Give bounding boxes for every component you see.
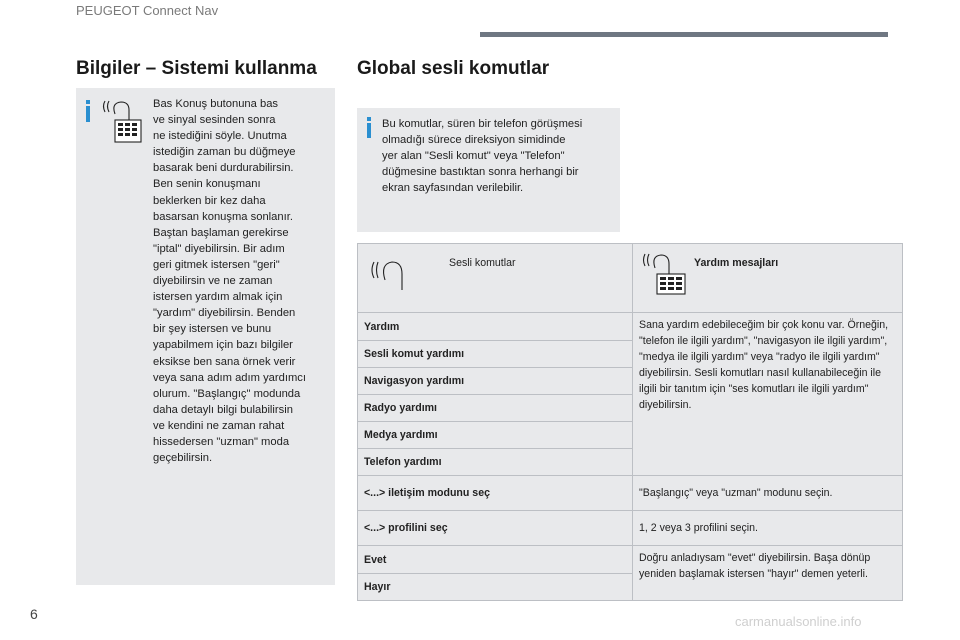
document-header: PEUGEOT Connect Nav: [76, 3, 219, 18]
voice-icon: [370, 256, 410, 292]
info-marker-dot: [367, 117, 371, 121]
footer-watermark: carmanualsonline.info: [735, 614, 862, 629]
description-cell: "Başlangıç" veya "uzman" modunu seçin.: [633, 476, 903, 511]
command-cell: <...> profilini seç: [358, 511, 633, 546]
voice-commands-table: [357, 243, 903, 601]
left-body-text: Bas Konuş butonuna bas ve sinyal sesinden sonra ne istediğini söyle. Unutma istediğin zaman bu düğmeye basarak beni durdurabilirsin. Ben senin konuşmanı beklerken bir kez daha basarsan konuşma sonlanır. Baştan başlaman gerekirse "iptal" diyebilirsin. Bir adım geri gitmek istersen "geri" diyebilirsin ve ne zaman istersen yardım almak için "yardım" diyebilirsin. Benden bir şey istersen ve bunu yapabilmem için bazı bilgiler eksikse ben sana örnek verir veya sana adım adım yardımcı olurum. "Başlangıç" modunda daha detaylı bilgi bulabilirsin ve kendini ne zaman rahat hissedersen "uzman" moda geçebilirsin.: [153, 98, 306, 465]
command-cell: Radyo yardımı: [358, 395, 633, 422]
voice-help-icon: [641, 252, 691, 296]
table-row: [358, 546, 903, 574]
description-cell: 1, 2 veya 3 profilini seçin.: [633, 511, 903, 546]
header-bar: [480, 32, 888, 37]
table-row: [358, 476, 903, 511]
info-marker-bar: [367, 123, 371, 138]
table-row: [358, 313, 903, 341]
command-cell: Medya yardımı: [358, 422, 633, 449]
command-cell: Sesli komut yardımı: [358, 341, 633, 368]
voice-command-icon: [101, 100, 147, 144]
table-row: [358, 511, 903, 546]
command-cell: Evet: [358, 546, 633, 574]
command-cell: Hayır: [358, 574, 633, 601]
command-cell: Yardım: [358, 313, 633, 341]
command-cell: Telefon yardımı: [358, 449, 633, 476]
description-cell: Doğru anladıysam "evet" diyebilirsin. Başa dönüp yeniden başlamak istersen "hayır" demen yeterli.: [633, 546, 903, 601]
help-description-cell: Sana yardım edebileceğim bir çok konu var. Örneğin, "telefon ile ilgili yardım", "navigasyon ile ilgili yardım", "medya ile ilgili yardım" veya "radyo ile ilgili yardım" diyebilirsin. Sesli komutları nasıl kullanabileceğin ile ilgili bir tanıtım için "ses komutları ile ilgili yardım" diyebilirsin.: [633, 313, 903, 476]
page-number: 6: [30, 606, 38, 622]
command-cell: Navigasyon yardımı: [358, 368, 633, 395]
column-header-commands: Sesli komutlar: [449, 257, 516, 269]
info-marker-dot: [86, 100, 90, 104]
table-header-row: [358, 244, 903, 313]
right-section-title: Global sesli komutlar: [357, 58, 550, 79]
right-info-text: Bu komutlar, süren bir telefon görüşmesi olmadığı sürece direksiyon simidinde yer alan "Sesli komut" veya "Telefon" düğmesine bastıktan sonra herhangi bir ekran sayfasından verilebilir.: [382, 118, 583, 195]
column-header-help: Yardım mesajları: [694, 257, 779, 269]
left-section-title: Bilgiler – Sistemi kullanma: [76, 58, 317, 79]
command-cell: <...> iletişim modunu seç: [358, 476, 633, 511]
info-marker-bar: [86, 106, 90, 122]
